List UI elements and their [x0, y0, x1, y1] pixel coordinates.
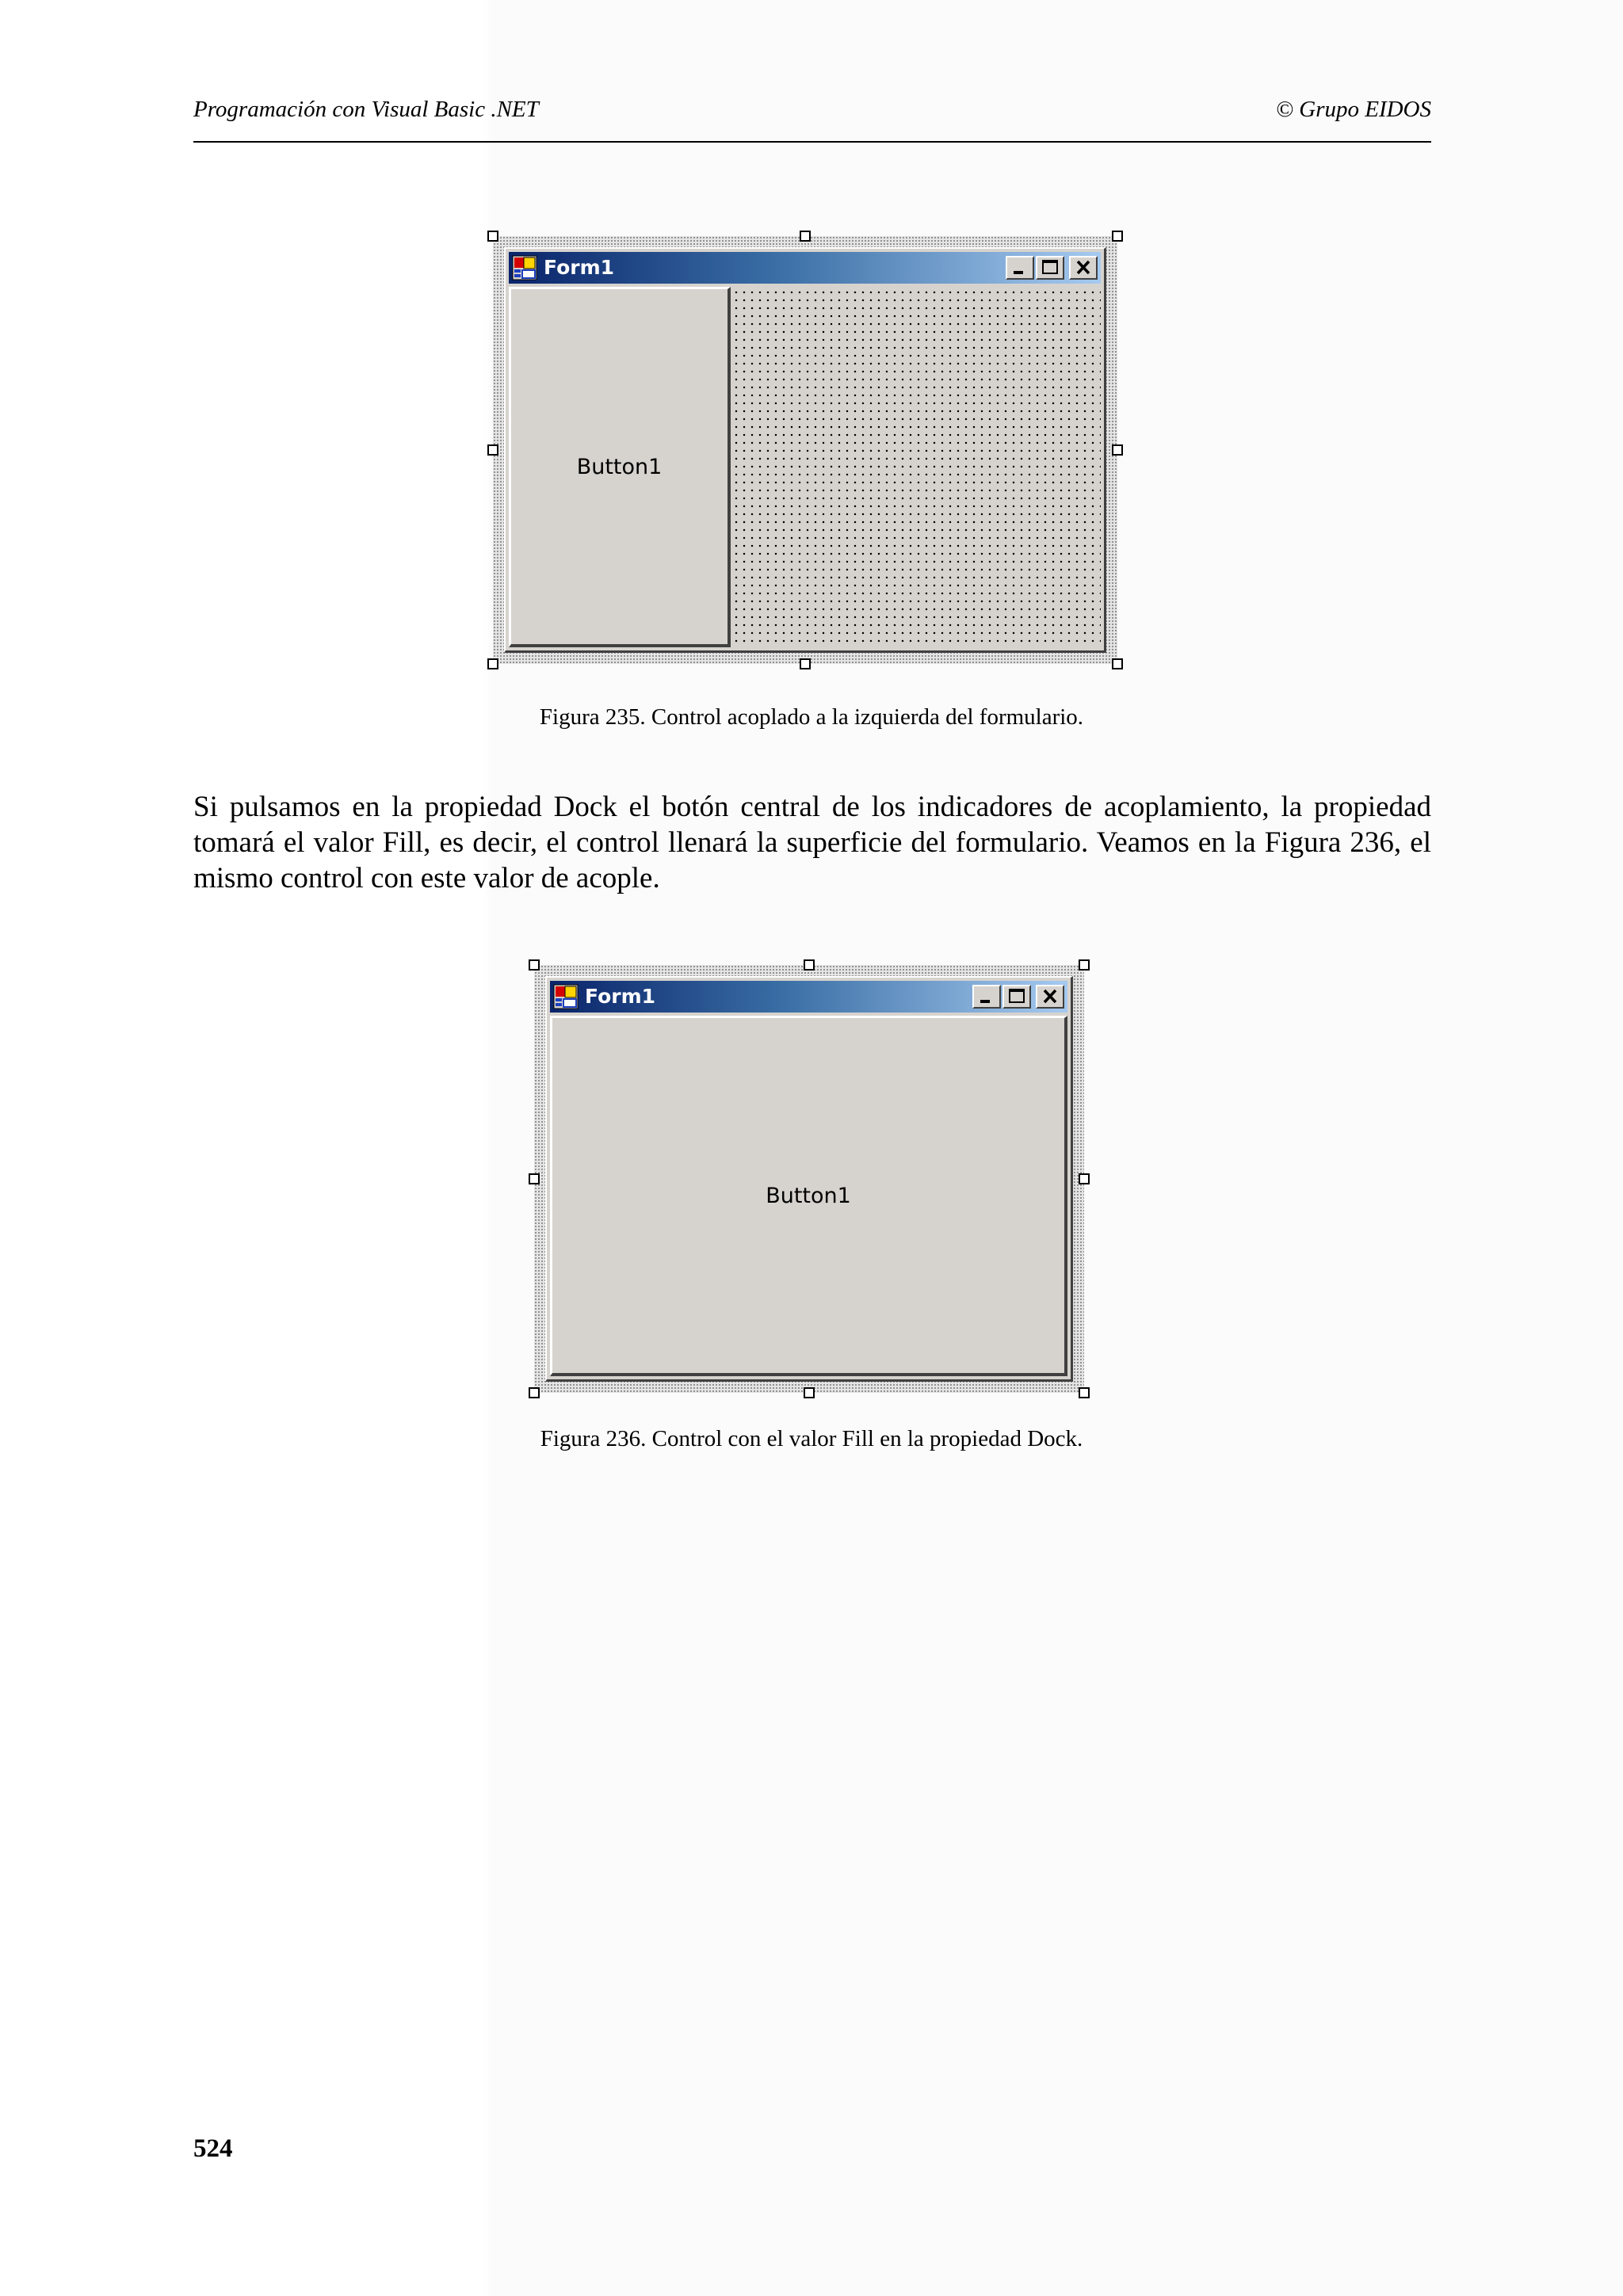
resize-handle-top-right[interactable]: [1079, 959, 1090, 971]
close-button[interactable]: [1069, 256, 1098, 280]
body-paragraph: Si pulsamos en la propiedad Dock el botón central de los indicadores de acoplamiento, la propiedad tomará el valor Fill, es decir, el control llenará la superficie del formulario. Veamos en la Figura 236, el mismo control con este valor de acople.: [193, 791, 1431, 894]
resize-handle-left[interactable]: [529, 1173, 540, 1184]
resize-handle-top-left[interactable]: [487, 231, 498, 242]
button1-docked-left[interactable]: [509, 287, 731, 647]
header-publisher: © Grupo EIDOS: [1275, 97, 1431, 122]
resize-handle-top[interactable]: [800, 231, 811, 242]
resize-handle-bottom[interactable]: [804, 1387, 815, 1398]
close-button[interactable]: [1036, 985, 1064, 1009]
title-bar[interactable]: [550, 981, 1067, 1013]
minimize-icon: [974, 986, 999, 1007]
maximize-button[interactable]: [1036, 256, 1064, 280]
form-client-area: [509, 287, 1101, 647]
resize-handle-top-left[interactable]: [529, 959, 540, 971]
minimize-button[interactable]: [972, 985, 1001, 1009]
button1-label: Button1: [766, 1183, 851, 1208]
window-title: Form1: [585, 985, 656, 1008]
title-bar[interactable]: [509, 252, 1101, 284]
resize-handle-bottom-left[interactable]: [487, 658, 498, 669]
resize-handle-top-right[interactable]: [1112, 231, 1123, 242]
resize-handle-bottom-left[interactable]: [529, 1387, 540, 1398]
form-app-icon: [512, 255, 537, 280]
figure-236-caption: Figura 236. Control con el valor Fill en la propiedad Dock.: [540, 1426, 1083, 1451]
close-icon: [1071, 257, 1096, 278]
form-window[interactable]: [504, 247, 1106, 653]
figure-235: [485, 228, 1125, 672]
resize-handle-left[interactable]: [487, 444, 498, 456]
minimize-button[interactable]: [1006, 256, 1034, 280]
maximize-icon: [1004, 986, 1029, 1007]
resize-handle-right[interactable]: [1112, 444, 1123, 456]
figure-235-caption: Figura 235. Control acoplado a la izquierda del formulario.: [539, 704, 1084, 730]
resize-handle-bottom[interactable]: [800, 658, 811, 669]
window-title: Form1: [544, 256, 615, 279]
form-client-area: [550, 1016, 1067, 1376]
form-app-icon: [553, 984, 579, 1009]
button1-docked-fill[interactable]: [550, 1016, 1067, 1376]
maximize-icon: [1037, 257, 1063, 278]
close-icon: [1037, 986, 1063, 1007]
resize-handle-right[interactable]: [1079, 1173, 1090, 1184]
running-header: [193, 93, 1431, 143]
resize-handle-bottom-right[interactable]: [1079, 1387, 1090, 1398]
figure-236: [526, 957, 1092, 1401]
page-number: 524: [193, 2134, 233, 2163]
minimize-icon: [1007, 257, 1033, 278]
resize-handle-bottom-right[interactable]: [1112, 658, 1123, 669]
maximize-button[interactable]: [1002, 985, 1031, 1009]
header-book-title: Programación con Visual Basic .NET: [193, 97, 539, 122]
resize-handle-top[interactable]: [804, 959, 815, 971]
form-window[interactable]: [545, 976, 1073, 1382]
button1-label: Button1: [576, 454, 663, 479]
